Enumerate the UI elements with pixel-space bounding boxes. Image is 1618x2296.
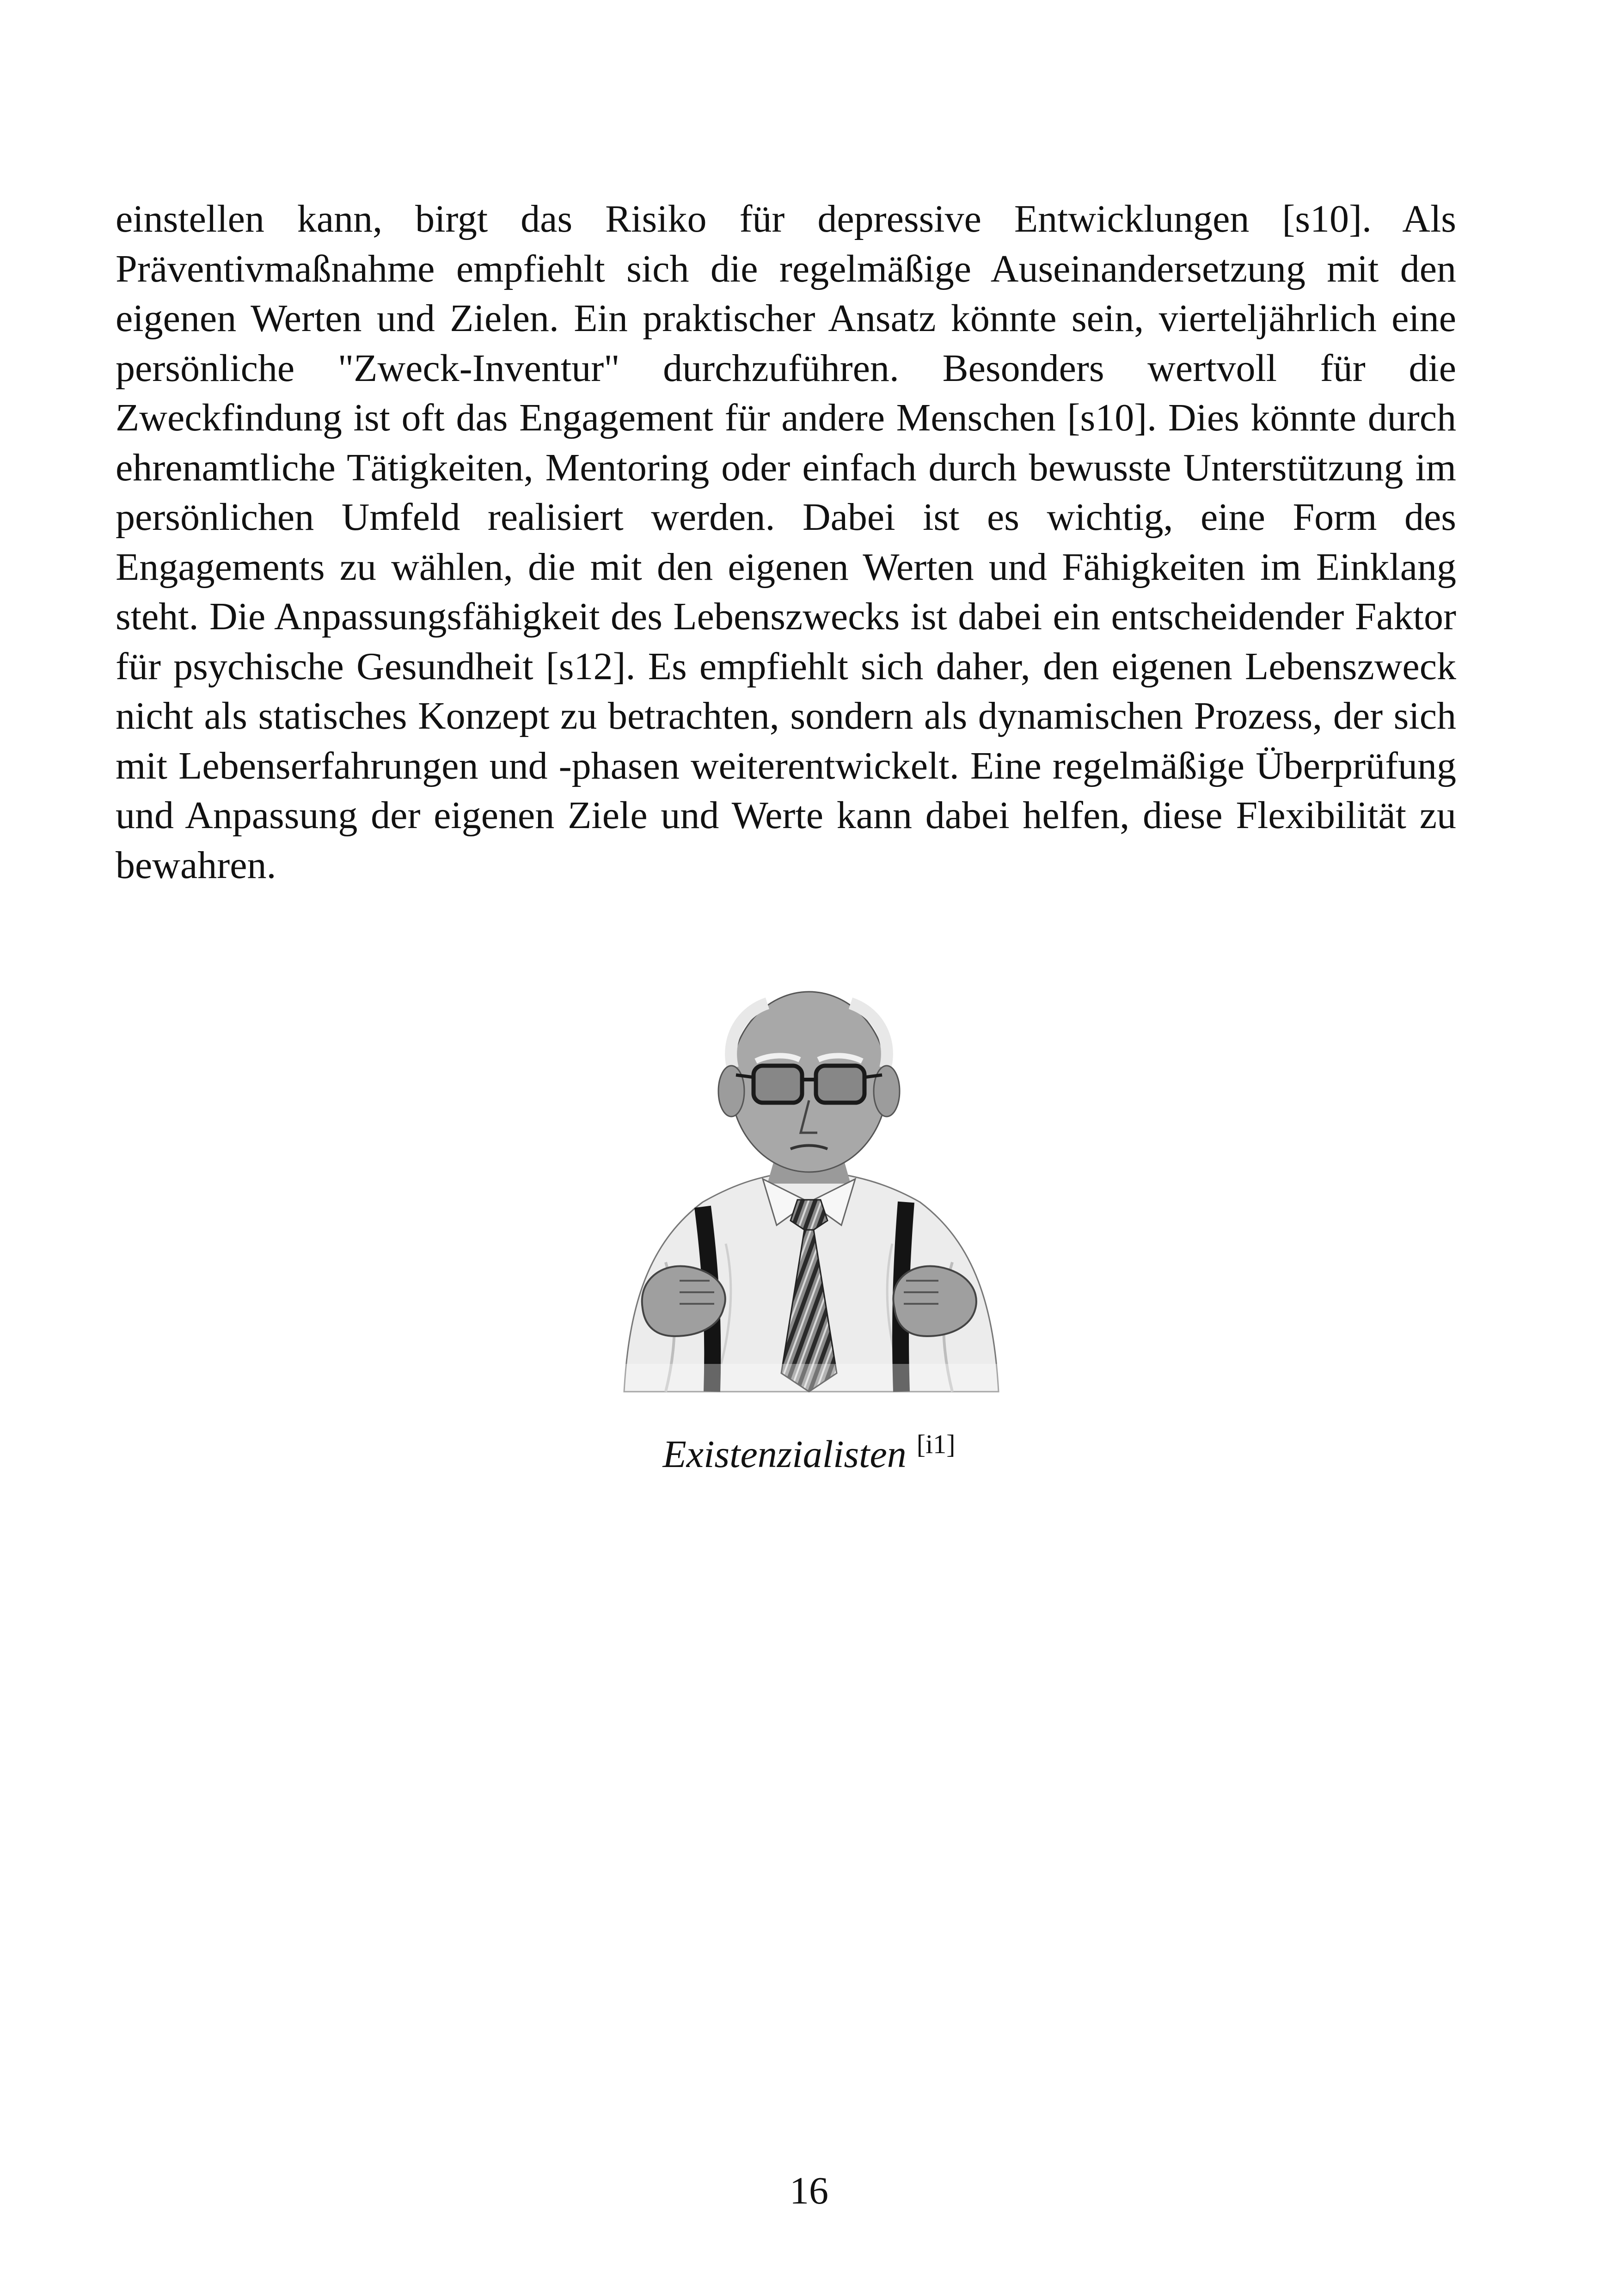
page-number: 16: [790, 2169, 828, 2212]
caption-reference: [i1]: [916, 1429, 956, 1459]
figure-caption: [0, 1429, 1618, 1477]
portrait-figure: [610, 985, 1008, 1396]
caption-text: Existenzialisten: [662, 1433, 907, 1476]
body-paragraph: einstellen kann, birgt das Risiko für depressive Entwicklungen [s10]. Als Präventivmaßnahme empfiehlt sich die regelmäßige Auseinandersetzung mit den eigenen Werten und Zielen. Ein praktischer Ansatz könnte sein, vierteljährlich eine persönliche "Zweck-Inventur" durchzuführen. Besonders wertvoll für die Zweckfindung ist oft das Engagement für andere Menschen [s10]. Dies könnte durch ehrenamtliche Tätigkeiten, Mentoring oder einfach durch bewusste Unterstützung im persönlichen Umfeld realisiert werden. Dabei ist es wichtig, eine Form des Engagements zu wählen, die mit den eigenen Werten und Fähigkeiten im Einklang steht. Die Anpassungsfähigkeit des Lebenszwecks ist dabei ein entscheidender Faktor für psychische Gesundheit [s12]. Es empfiehlt sich daher, den eigenen Lebenszweck nicht als statisches Konzept zu betrachten, sondern als dynamischen Prozess, der sich mit Lebenserfahrungen und -phasen weiterentwickelt. Eine regelmäßige Überprüfung und Anpassung der eigenen Ziele und Werte kann dabei helfen, diese Flexibilität zu bewahren.: [116, 197, 1456, 887]
portrait-photo-icon: [610, 985, 1008, 1396]
